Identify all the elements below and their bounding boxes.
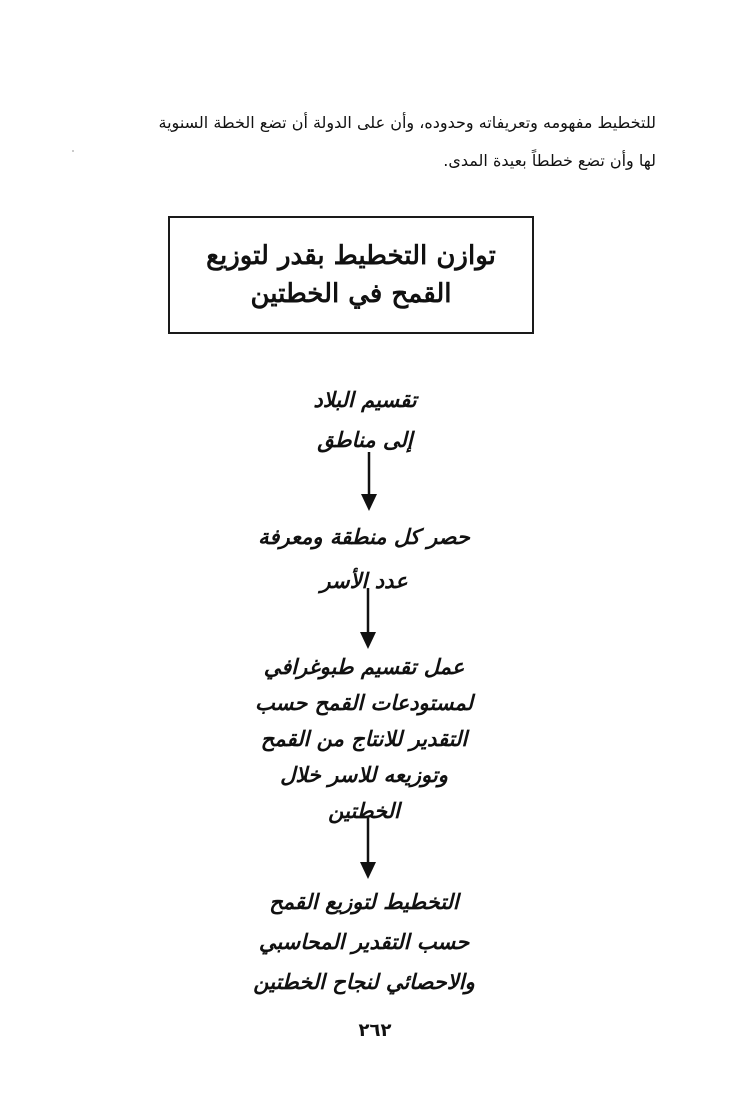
scan-speck — [72, 150, 74, 152]
step-3-line-4: وتوزيعه للاسر خلال — [280, 762, 448, 787]
step-1-line-2: إلى مناطق — [317, 427, 413, 452]
down-arrow-icon — [359, 452, 379, 512]
page-number: ٢٦٢ — [358, 1020, 392, 1041]
step-3-line-2: لمستودعات القمح حسب — [254, 690, 474, 715]
intro-line-1: للتخطيط مفهومه وتعريفاته وحدوده، وأن على الدولة أن تضع الخطة السنوية — [158, 113, 656, 132]
step-4-line-2: حسب التقدير المحاسبي — [258, 929, 470, 954]
flow-step-4 — [244, 882, 484, 1002]
diagram-title-box — [168, 216, 534, 334]
down-arrow-icon — [358, 588, 378, 650]
step-3-line-5: الخطتين — [328, 798, 400, 823]
step-4-line-3: والاحصائي لنجاح الخطتين — [253, 969, 475, 994]
title-line-2: القمح في الخطتين — [250, 279, 452, 309]
intro-line-2: لها وأن تضع خططاً بعيدة المدى. — [443, 151, 656, 170]
step-2-line-1: حصر كل منطقة ومعرفة — [258, 524, 470, 549]
step-3-line-3: التقدير للانتاج من القمح — [260, 726, 468, 751]
intro-paragraph — [80, 104, 656, 180]
step-2-line-2: عدد الأسر — [320, 568, 408, 593]
down-arrow-icon — [358, 818, 378, 880]
flow-step-3 — [244, 649, 484, 829]
flow-step-1 — [250, 380, 480, 460]
step-1-line-1: تقسيم البلاد — [313, 387, 417, 412]
title-line-1: توازن التخطيط بقدر لتوزيع — [206, 241, 496, 271]
step-4-line-1: التخطيط لتوزيع القمح — [269, 889, 459, 914]
step-3-line-1: عمل تقسيم طبوغرافي — [263, 654, 465, 679]
